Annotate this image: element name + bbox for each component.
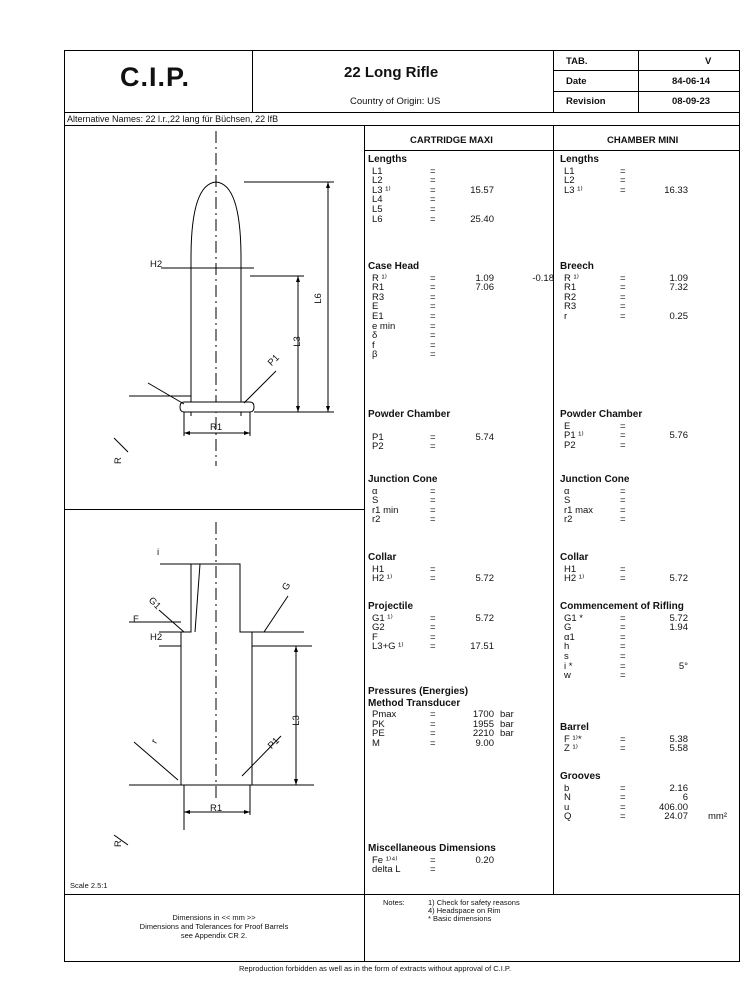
field-eq: = (430, 573, 436, 585)
field-k: R1 (372, 282, 385, 294)
field-v: 1.94 (669, 622, 688, 634)
field-k: H2 ¹⁾ (372, 573, 393, 585)
field-eq: = (430, 291, 436, 303)
section-title: Lengths (368, 154, 407, 165)
section-title: Barrel (560, 722, 589, 733)
field-v: 1700 (472, 709, 494, 720)
field-k: R1 (564, 282, 577, 294)
top-label-h2: H2 (150, 259, 163, 270)
field-k: S (372, 495, 379, 507)
field-u: bar (500, 709, 514, 720)
field-k: PE (372, 728, 385, 740)
field-eq: = (430, 718, 436, 730)
notes-label: Notes: (383, 898, 405, 907)
field-eq: = (430, 175, 436, 187)
field-eq: = (430, 339, 436, 351)
scale-divider (64, 894, 740, 895)
tab-label: TAB. (566, 56, 588, 67)
field-u: mm² (708, 811, 727, 823)
field-eq: = (430, 495, 436, 507)
date-value: 84-06-14 (672, 76, 711, 87)
field-eq: = (430, 203, 436, 215)
field-k: r2 (564, 514, 573, 526)
field-eq: = (430, 737, 436, 749)
field-eq: = (430, 441, 436, 453)
field-k: H1 (564, 563, 577, 575)
field-k: E (372, 301, 379, 313)
field-k: α (564, 485, 570, 497)
field-v: 406.00 (658, 801, 688, 813)
date-label: Date (566, 76, 587, 87)
field-v: 1.09 (475, 272, 494, 284)
field-eq: = (620, 660, 626, 672)
section-title: Grooves (560, 771, 601, 782)
field-k: α (372, 485, 378, 497)
top-label-r: R (112, 457, 124, 464)
field-v: 5.72 (475, 573, 494, 585)
field-k: L1 (564, 165, 575, 177)
field-eq: = (620, 184, 626, 196)
field-k: F ¹⁾* (564, 733, 582, 745)
field-eq: = (430, 301, 436, 313)
field-eq: = (620, 612, 626, 624)
field-eq: = (430, 165, 436, 177)
notes-line-1: 1) Check for safety reasons (428, 898, 520, 907)
field-v: 7.32 (669, 282, 688, 294)
top-label-l3: L3 (291, 336, 303, 347)
field-v: 2.16 (669, 782, 688, 794)
field-eq: = (620, 272, 626, 284)
field-eq: = (620, 743, 626, 755)
field-k: L6 (372, 213, 383, 225)
field-eq: = (620, 495, 626, 507)
field-eq: = (620, 801, 626, 813)
field-k: α1 (564, 631, 575, 643)
field-k: H2 ¹⁾ (564, 573, 585, 585)
revision-value: 08-09-23 (672, 96, 711, 107)
field-k: r2 (372, 514, 381, 526)
field-v: 5° (678, 660, 688, 672)
field-eq: = (430, 504, 436, 516)
drawing-column-divider (364, 125, 365, 962)
field-eq: = (430, 728, 436, 740)
top-label-p1: P1 (265, 352, 282, 369)
field-k: PK (372, 718, 385, 730)
field-u: bar (500, 728, 514, 740)
field-v: 6 (682, 792, 688, 804)
top-label-l6: L6 (312, 293, 324, 304)
bottom-label-p1: P1 (265, 735, 282, 752)
field-eq: = (620, 563, 626, 575)
field-k: S (564, 495, 571, 507)
field-eq: = (620, 420, 626, 432)
logo-divider (252, 50, 253, 112)
field-k: delta L (372, 864, 401, 876)
field-eq: = (430, 622, 436, 634)
country-of-origin: Country of Origin: US (350, 96, 441, 107)
field-u: bar (500, 718, 514, 730)
field-k: E (564, 420, 571, 432)
field-eq: = (620, 670, 626, 682)
field-v: 5.72 (669, 612, 688, 624)
section-title: Junction Cone (368, 474, 438, 485)
field-k: P2 (372, 441, 384, 453)
field-k: L2 (564, 175, 575, 187)
field-eq: = (620, 811, 626, 823)
field-eq: = (620, 439, 626, 451)
field-k: G1 ¹⁾ (372, 612, 393, 624)
section-subtitle: Method Transducer (368, 697, 461, 709)
field-eq: = (620, 792, 626, 804)
dims-note-3: see Appendix CR 2. (180, 931, 248, 940)
field-k: L2 (372, 175, 383, 187)
field-v: 2210 (472, 728, 494, 740)
field-eq: = (430, 485, 436, 497)
field-k: R ¹⁾ (564, 272, 579, 284)
field-k: r1 max (564, 504, 594, 516)
section-title: Commencement of Rifling (560, 601, 684, 612)
field-eq: = (430, 864, 436, 876)
field-v: 9.00 (475, 737, 494, 749)
bottom-label-rr: R (112, 840, 124, 847)
notes-line-3: * Basic dimensions (428, 914, 492, 923)
field-k: P1 ¹⁾ (564, 430, 584, 442)
section-title: Junction Cone (560, 474, 630, 485)
cartridge-heading: CARTRIDGE MAXI (410, 135, 493, 146)
field-k: G1 * (564, 612, 584, 624)
field-v: 16.33 (664, 184, 688, 196)
dims-note-1: Dimensions in << mm >> (172, 913, 256, 922)
field-eq: = (620, 504, 626, 516)
field-k: L3+G ¹⁾ (372, 641, 404, 653)
bottom-label-i: i (157, 547, 160, 558)
field-eq: = (430, 282, 436, 294)
field-eq: = (620, 165, 626, 177)
field-k: E1 (372, 310, 384, 322)
field-v: 0.25 (669, 310, 688, 322)
tab-value: V (705, 56, 712, 67)
reproduction-footer: Reproduction forbidden as well as in the form of extracts without approval of C.I.P. (238, 964, 512, 973)
field-k: N (564, 792, 571, 804)
field-v: 17.51 (470, 641, 494, 653)
field-k: β (372, 349, 378, 361)
field-k: L1 (372, 165, 383, 177)
bottom-label-h2: H2 (150, 632, 163, 643)
field-k: r (564, 310, 568, 322)
field-eq: = (620, 641, 626, 653)
field-eq: = (430, 563, 436, 575)
field-k: R3 (372, 291, 385, 303)
field-eq: = (430, 330, 436, 342)
field-v: 1.09 (669, 272, 688, 284)
field-k: f (372, 339, 375, 351)
chamber-heading: CHAMBER MINI (607, 135, 679, 146)
field-eq: = (430, 184, 436, 196)
alternative-names: Alternative Names: 22 l.r.,22 lang für Büchsen, 22 lfB (67, 114, 279, 124)
field-k: P2 (564, 439, 576, 451)
field-k: L3 ¹⁾ (372, 184, 391, 196)
field-eq: = (620, 310, 626, 322)
dims-note-2: Dimensions and Tolerances for Proof Barrels (139, 922, 289, 931)
field-v: 5.72 (669, 573, 688, 585)
bottom-label-g: G (280, 580, 294, 593)
field-eq: = (430, 431, 436, 443)
field-k: e min (372, 320, 396, 332)
bottom-label-r1: R1 (210, 803, 223, 814)
field-v: 5.76 (669, 430, 688, 442)
field-eq: = (620, 282, 626, 294)
field-eq: = (430, 631, 436, 643)
field-k: b (564, 782, 570, 794)
field-k: h (564, 641, 570, 653)
field-k: δ (372, 330, 378, 342)
tab-row-divider-2 (553, 91, 740, 92)
field-v: 5.38 (669, 733, 688, 745)
field-k: F (372, 631, 378, 643)
field-eq: = (430, 641, 436, 653)
field-eq: = (620, 650, 626, 662)
cartridge-title: 22 Long Rifle (344, 64, 439, 81)
field-eq: = (430, 349, 436, 361)
top-label-r1: R1 (210, 422, 223, 433)
field-k: r1 min (372, 504, 399, 516)
section-title: Breech (560, 261, 594, 272)
scale-note: Scale 2.5:1 (70, 881, 108, 890)
field-eq: = (430, 194, 436, 206)
field-eq: = (430, 272, 436, 284)
field-eq: = (430, 709, 436, 720)
field-v: 5.74 (475, 431, 494, 443)
chamber-column-divider (553, 125, 554, 894)
tab-row-divider-1 (553, 70, 740, 71)
field-eq: = (620, 514, 626, 526)
field-k: L4 (372, 194, 383, 206)
field-v: 7.06 (475, 282, 494, 294)
field-k: H1 (372, 563, 385, 575)
field-eq: = (430, 854, 436, 866)
field-k: R2 (564, 291, 577, 303)
bottom-label-g1: G1 (145, 595, 163, 612)
field-k: Fe ¹⁾⁴⁾ (372, 854, 398, 866)
field-v: 0.20 (475, 854, 494, 866)
field-v: 5.58 (669, 743, 688, 755)
field-eq: = (620, 430, 626, 442)
field-k: s (564, 650, 569, 662)
field-v: 24.07 (664, 811, 688, 823)
field-v: 1955 (472, 718, 494, 730)
chamber-drawing (64, 510, 364, 894)
cartridge-drawing (64, 126, 364, 509)
tab-divider (638, 50, 639, 112)
field-k: w (564, 670, 571, 682)
field-k: i * (564, 660, 573, 672)
field-eq: = (620, 175, 626, 187)
field-k: G (564, 622, 572, 634)
field-eq: = (620, 622, 626, 634)
section-title: Projectile (368, 601, 414, 612)
section-title: Lengths (560, 154, 599, 165)
section-title: Pressures (Energies) (368, 686, 469, 697)
field-eq: = (430, 213, 436, 225)
field-eq: = (620, 301, 626, 313)
field-eq: = (430, 514, 436, 526)
bottom-label-r: r (149, 737, 161, 746)
field-k: G2 (372, 622, 385, 634)
field-k: R3 (564, 301, 577, 313)
field-k: L3 ¹⁾ (564, 184, 583, 196)
field-k: Q (564, 811, 572, 823)
field-eq: = (620, 291, 626, 303)
revision-label: Revision (566, 96, 606, 107)
cip-logo: C.I.P. (120, 62, 191, 92)
field-eq: = (620, 782, 626, 794)
field-eq: = (430, 310, 436, 322)
field-eq: = (620, 573, 626, 585)
column-heading-divider (364, 150, 740, 151)
field-eq: = (620, 733, 626, 745)
field-eq: = (620, 485, 626, 497)
field-eq: = (620, 631, 626, 643)
field-eq: = (430, 320, 436, 332)
field-k: Z ¹⁾ (564, 743, 578, 755)
field-k: Pmax (372, 709, 397, 720)
field-v: 5.72 (475, 612, 494, 624)
field-eq: = (430, 612, 436, 624)
section-title: Miscellaneous Dimensions (368, 843, 496, 854)
field-v2: -0.18 (532, 272, 554, 284)
notes-line-2: 4) Headspace on Rim (428, 906, 501, 915)
section-title: Powder Chamber (368, 409, 451, 420)
field-v: 25.40 (470, 213, 494, 225)
section-title: Collar (560, 552, 589, 563)
field-k: u (564, 801, 570, 813)
field-v: 15.57 (470, 184, 494, 196)
bottom-label-f: F (133, 614, 139, 625)
section-title: Powder Chamber (560, 409, 643, 420)
field-k: P1 (372, 431, 384, 443)
field-k: R ¹⁾ (372, 272, 387, 284)
title-divider (553, 50, 554, 112)
header-divider (64, 112, 740, 113)
field-k: M (372, 737, 380, 749)
section-title: Case Head (368, 261, 420, 272)
field-k: L5 (372, 203, 383, 215)
section-title: Collar (368, 552, 397, 563)
bottom-label-l3: L3 (290, 715, 302, 726)
